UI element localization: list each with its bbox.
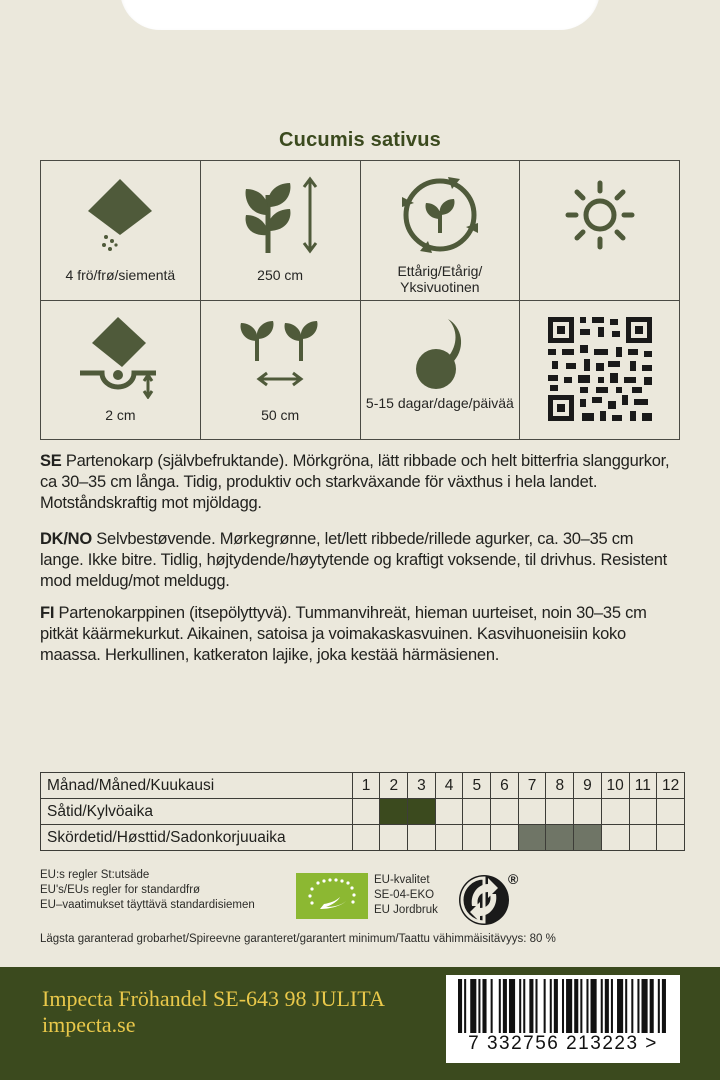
harvest-month-cell [408, 825, 436, 851]
barcode-number: 7 332756 213223 > [468, 1033, 658, 1054]
rules-line-dk-no: EU's/EUs regler for standardfrø [40, 884, 201, 896]
barcode-bars [458, 979, 668, 1033]
sowing-month-cell [352, 799, 380, 825]
barcode-bar [535, 979, 537, 1033]
sowing-month-cell [629, 799, 657, 825]
barcode-bar [529, 979, 533, 1033]
calendar-header-label: Månad/Måned/Kuukausi [41, 773, 353, 799]
germination-label: 5-15 dagar/dage/päivää [365, 394, 514, 411]
sowing-label: Såtid/Kylvöaika [41, 799, 353, 825]
harvest-month-cell [629, 825, 657, 851]
sowing-month-cell [601, 799, 629, 825]
harvest-label: Skördetid/Høsttid/Sadonkorjuuaika [41, 825, 353, 851]
month-header: 8 [546, 773, 574, 799]
barcode-bar [478, 979, 480, 1033]
barcode-bar [523, 979, 525, 1033]
barcode-bar [464, 979, 466, 1033]
barcode-bar [586, 979, 588, 1033]
barcode-bar [519, 979, 521, 1033]
seed-standard-rules [40, 868, 255, 913]
barcode-bar [662, 979, 666, 1033]
lang-code-fi: FI [40, 604, 55, 622]
cell-germination [361, 301, 521, 441]
barcode-bar [562, 979, 564, 1033]
seedling-germination-icon [400, 315, 480, 395]
barcode-bar [574, 979, 578, 1033]
qr-code-icon[interactable] [546, 315, 654, 423]
height-label: 250 cm [257, 267, 304, 283]
month-header: 1 [352, 773, 380, 799]
barcode-bar [550, 979, 552, 1033]
lang-code-se: SE [40, 452, 62, 470]
rules-line-se: EU:s regler St:utsäde [40, 869, 150, 881]
cell-sun [520, 161, 680, 301]
eu-code: SE-04-EKO [374, 889, 435, 901]
sowing-month-cell [574, 799, 602, 825]
month-header: 5 [463, 773, 491, 799]
eu-organic-text [374, 873, 438, 918]
sowing-month-cell [491, 799, 519, 825]
sowing-month-cell [657, 799, 685, 825]
species-title: Cucumis sativus [279, 129, 441, 151]
barcode-bar [637, 979, 639, 1033]
cell-sowing-quantity [41, 161, 201, 301]
barcode-bar [566, 979, 572, 1033]
month-header: 11 [629, 773, 657, 799]
eu-organic-leaf-icon [296, 873, 368, 919]
green-dot-recycle-icon [458, 868, 522, 928]
sowing-row [41, 799, 685, 825]
harvest-month-cell [546, 825, 574, 851]
rules-line-fi: EU–vaatimukset täyttävä standardisiemen [40, 899, 255, 911]
annual-cycle-icon [400, 175, 480, 255]
sowing-month-cell [435, 799, 463, 825]
barcode-bar [499, 979, 501, 1033]
month-header: 6 [491, 773, 519, 799]
eu-quality: EU-kvalitet [374, 874, 430, 886]
harvest-month-cell [435, 825, 463, 851]
month-header: 10 [601, 773, 629, 799]
harvest-month-cell [657, 825, 685, 851]
barcode-bar [470, 979, 476, 1033]
month-header: 9 [574, 773, 602, 799]
description-dk-no [40, 529, 680, 592]
harvest-month-cell [380, 825, 408, 851]
lifecycle-label: Ettårig/Etårig/ Yksivuotinen [397, 263, 483, 295]
barcode-bar [458, 979, 462, 1033]
description-se [40, 451, 680, 514]
plant-spacing-icon [235, 315, 325, 395]
cell-qr [520, 301, 680, 441]
sowing-month-cell [518, 799, 546, 825]
seed-packet-icon [80, 175, 160, 255]
barcode [446, 975, 680, 1063]
barcode-bar [509, 979, 515, 1033]
depth-label: 2 cm [105, 406, 136, 423]
barcode-bar [482, 979, 486, 1033]
harvest-month-cell [574, 825, 602, 851]
company-address: Impecta Fröhandel SE-643 98 JULITA [42, 986, 385, 1011]
barcode-bar [580, 979, 582, 1033]
month-header: 2 [380, 773, 408, 799]
hang-hole [120, 0, 600, 30]
harvest-row [41, 825, 685, 851]
harvest-month-cell [463, 825, 491, 851]
barcode-bar [491, 979, 493, 1033]
sun-icon [560, 175, 640, 255]
sowing-month-cell [408, 799, 436, 825]
growing-calendar [40, 772, 685, 851]
registered-mark: ® [508, 871, 519, 887]
cell-depth [41, 301, 201, 441]
barcode-bar [605, 979, 609, 1033]
cell-spacing [201, 301, 361, 441]
month-header: 3 [408, 773, 436, 799]
harvest-month-cell [491, 825, 519, 851]
barcode-bar [554, 979, 558, 1033]
lang-code-dk-no: DK/NO [40, 530, 92, 548]
barcode-bar [611, 979, 613, 1033]
description-fi-text: Partenokarppinen (itsepölyttyvä). Tummanvihreät, hieman uurteiset, noin 30–35 cm pitkät käärmekurkut. Aikainen, satoisa ja voimakaskasvuinen. Kasvihuoneisiin koko maassa. Herkullinen, katkeraton lajike, joka kestää härmäsienen. [40, 604, 647, 664]
barcode-bar [650, 979, 654, 1033]
description-fi [40, 603, 680, 666]
month-header: 7 [518, 773, 546, 799]
cell-lifecycle [361, 161, 521, 301]
barcode-bar [591, 979, 597, 1033]
spacing-label: 50 cm [261, 406, 300, 423]
barcode-bar [617, 979, 623, 1033]
germination-guarantee: Lägsta garanterad grobarhet/Spireevne garanteret/garantert minimum/Taattu vähimmäisitävyys: 80 % [40, 933, 556, 945]
barcode-bar [658, 979, 660, 1033]
month-header: 12 [657, 773, 685, 799]
icon-grid [40, 160, 680, 440]
description-dk-no-text: Selvbestøvende. Mørkegrønne, let/lett ribbede/rillede agurker, ca. 30–35 cm lange. Ikke bitre. Tidlig, højtydende/høytytende og kraftigt voksende, til drivhus. Resistent mod meldug/mot meldugg. [40, 530, 668, 590]
description-se-text: Partenokarp (självbefruktande). Mörkgröna, lätt ribbade och helt bitterfria slanggurkor, ca 30–35 cm långa. Tidig, produktiv och starkväxande för växthus i hela landet. Motståndskraftig mot mjöldagg. [40, 452, 670, 512]
plant-height-icon [238, 175, 322, 255]
sowing-quantity-label: 4 frö/frø/siementä [65, 267, 176, 283]
eu-agriculture: EU Jordbruk [374, 904, 438, 916]
barcode-bar [625, 979, 627, 1033]
calendar-header-row [41, 773, 685, 799]
sowing-month-cell [380, 799, 408, 825]
cell-height [201, 161, 361, 301]
sowing-month-cell [546, 799, 574, 825]
harvest-month-cell [601, 825, 629, 851]
barcode-bar [642, 979, 648, 1033]
harvest-month-cell [518, 825, 546, 851]
website-link[interactable]: impecta.se [42, 1012, 136, 1037]
barcode-bar [544, 979, 546, 1033]
barcode-bar [503, 979, 507, 1033]
barcode-bar [631, 979, 633, 1033]
harvest-month-cell [352, 825, 380, 851]
sowing-month-cell [463, 799, 491, 825]
barcode-bar [601, 979, 603, 1033]
month-header: 4 [435, 773, 463, 799]
sowing-depth-icon [72, 315, 168, 399]
